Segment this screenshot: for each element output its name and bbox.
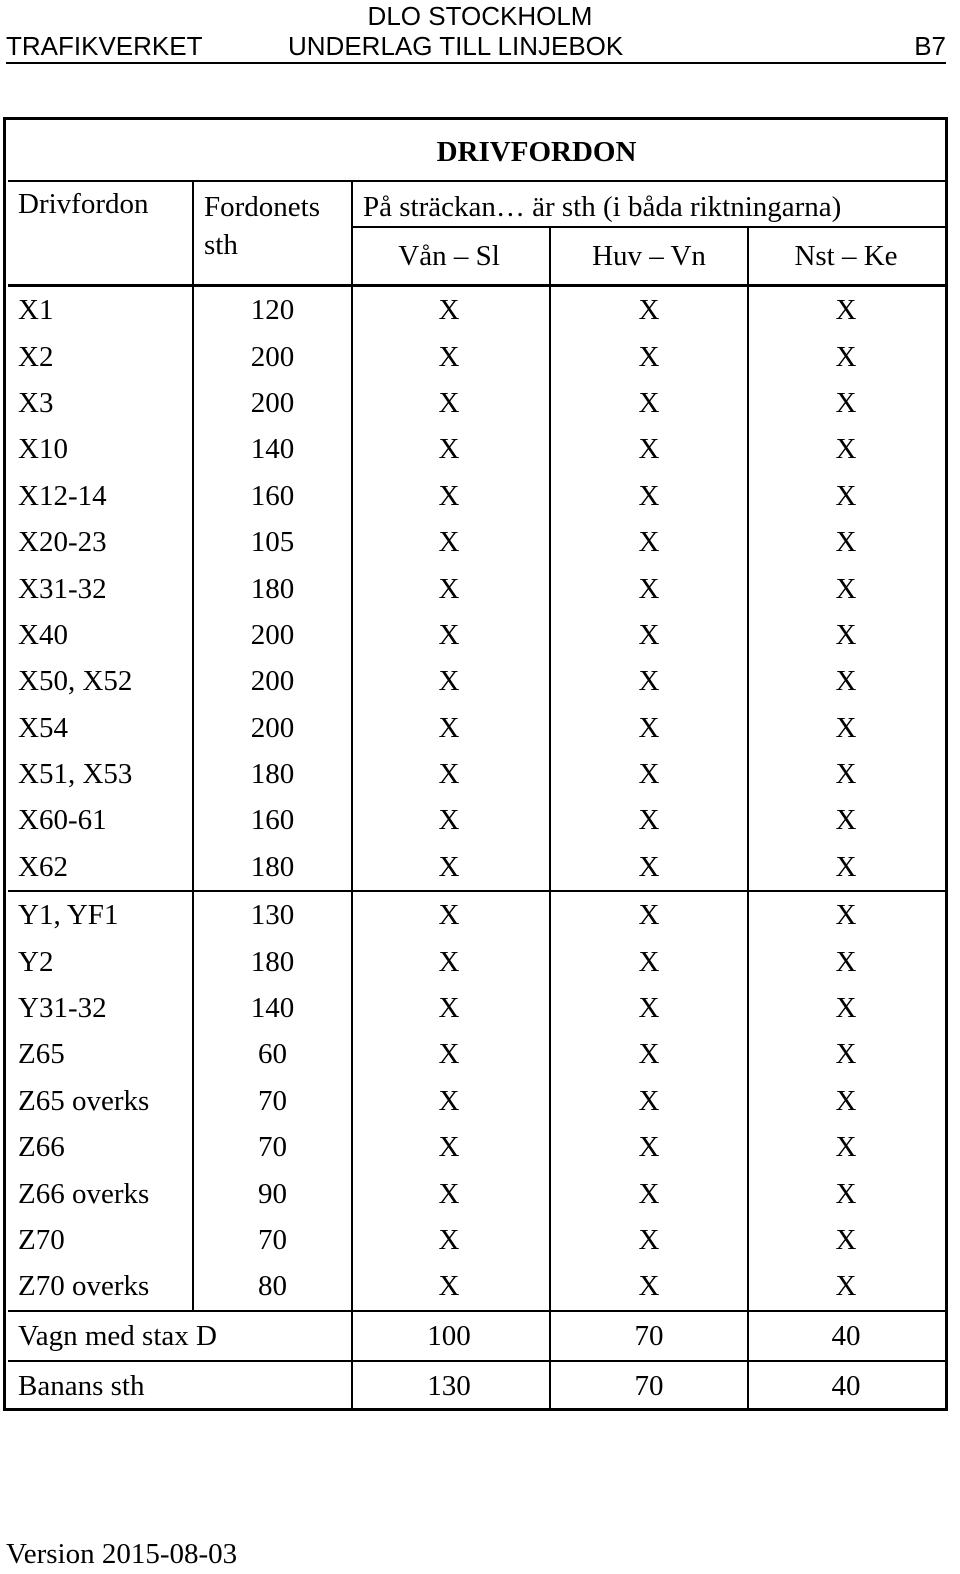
section-nst-ke-cell: X	[748, 286, 945, 334]
table-header-row	[8, 181, 945, 227]
speed-cell: 200	[193, 705, 352, 751]
section-van-sl-cell: X	[352, 891, 550, 938]
section-huv-vn-cell: X	[550, 473, 748, 519]
section-van-sl-cell: X	[352, 333, 550, 379]
vehicle-cell: X50, X52	[18, 665, 133, 698]
vehicle-cell: X12-14	[18, 479, 107, 512]
document-top-title: DLO STOCKHOLM	[367, 1, 593, 31]
footer-value-cell: 130	[352, 1361, 550, 1410]
vehicle-cell: Z66 overks	[18, 1177, 150, 1210]
section-huv-vn-cell: X	[550, 286, 748, 334]
section-nst-ke-cell: X	[748, 519, 945, 565]
vehicle-cell: Z70	[18, 1224, 65, 1256]
table-row	[8, 1078, 945, 1124]
section-van-sl-cell: X	[352, 797, 550, 843]
section-huv-vn-cell: X	[550, 565, 748, 611]
table-row	[8, 612, 945, 658]
section-nst-ke-cell: X	[748, 612, 945, 658]
vehicle-cell: X20-23	[18, 526, 107, 559]
section-nst-ke-cell: X	[748, 891, 945, 938]
table-row	[8, 380, 945, 426]
section-huv-vn-cell: X	[550, 751, 748, 797]
speed-cell: 180	[193, 938, 352, 984]
section-nst-ke-cell: X	[748, 1170, 945, 1216]
speed-cell: 80	[193, 1263, 352, 1310]
table-row	[8, 473, 945, 519]
section-huv-vn-cell: X	[550, 938, 748, 984]
vehicle-cell: Y1, YF1	[18, 899, 119, 932]
section-huv-vn-cell: X	[550, 985, 748, 1031]
section-van-sl-cell: X	[352, 519, 550, 565]
speed-cell: 180	[193, 844, 352, 891]
speed-cell: 90	[193, 1170, 352, 1216]
section-nst-ke-cell: X	[748, 797, 945, 843]
footer-value-cell: 40	[748, 1311, 945, 1361]
speed-cell: 200	[193, 380, 352, 426]
speed-cell: 120	[193, 286, 352, 334]
section-van-sl-cell: X	[352, 705, 550, 751]
vehicle-cell: X10	[18, 433, 68, 466]
section-huv-vn-cell: X	[550, 1078, 748, 1124]
speed-cell: 160	[193, 797, 352, 843]
section-nst-ke-cell: X	[748, 938, 945, 984]
section-nst-ke-cell: X	[748, 985, 945, 1031]
table-row	[8, 797, 945, 843]
footer-value-cell: 70	[550, 1311, 748, 1361]
section-van-sl-cell: X	[352, 658, 550, 704]
section-van-sl-cell: X	[352, 985, 550, 1031]
section-van-sl-cell: X	[352, 1031, 550, 1077]
section-van-sl-cell: X	[352, 938, 550, 984]
section-huv-vn-cell: X	[550, 426, 748, 472]
vehicle-cell: X2	[18, 340, 54, 373]
section-van-sl-cell: X	[352, 1078, 550, 1124]
section-nst-ke-cell: X	[748, 658, 945, 704]
speed-cell: 180	[193, 565, 352, 611]
vehicle-cell: X1	[18, 294, 54, 327]
speed-cell: 180	[193, 751, 352, 797]
vehicle-cell: Z65	[18, 1038, 65, 1071]
speed-cell: 200	[193, 658, 352, 704]
section-nst-ke-cell: X	[748, 473, 945, 519]
table-row	[8, 985, 945, 1031]
vehicle-cell: Y2	[18, 945, 54, 978]
speed-cell: 160	[193, 473, 352, 519]
table-title: DRIVFORDON	[8, 124, 945, 181]
section-van-sl-cell: X	[352, 473, 550, 519]
section-header-huv-vn: Huv – Vn	[550, 227, 748, 286]
document-header	[6, 30, 946, 64]
section-huv-vn-cell: X	[550, 705, 748, 751]
section-nst-ke-cell: X	[748, 1124, 945, 1170]
speed-cell: 70	[193, 1078, 352, 1124]
section-header-nst-ke: Nst – Ke	[748, 227, 945, 286]
table-row	[8, 519, 945, 565]
table-row	[8, 1031, 945, 1077]
section-huv-vn-cell: X	[550, 658, 748, 704]
footer-label: Vagn med stax D	[8, 1311, 352, 1361]
section-nst-ke-cell: X	[748, 705, 945, 751]
vehicle-cell: X60-61	[18, 804, 107, 837]
section-huv-vn-cell: X	[550, 891, 748, 938]
section-van-sl-cell: X	[352, 1263, 550, 1310]
vehicle-cell: Z66	[18, 1131, 65, 1164]
section-van-sl-cell: X	[352, 612, 550, 658]
section-huv-vn-cell: X	[550, 844, 748, 891]
version-label: Version 2015-08-03	[6, 1538, 238, 1570]
vehicle-cell: X51, X53	[18, 758, 133, 791]
vehicle-cell: X54	[18, 711, 68, 744]
section-nst-ke-cell: X	[748, 1263, 945, 1310]
table-row	[8, 426, 945, 472]
section-van-sl-cell: X	[352, 426, 550, 472]
table-row	[8, 891, 945, 938]
section-van-sl-cell: X	[352, 286, 550, 334]
table-row	[8, 1124, 945, 1170]
section-van-sl-cell: X	[352, 380, 550, 426]
vehicle-cell: Z70 overks	[18, 1270, 150, 1303]
section-nst-ke-cell: X	[748, 565, 945, 611]
section-huv-vn-cell: X	[550, 797, 748, 843]
section-van-sl-cell: X	[352, 751, 550, 797]
section-nst-ke-cell: X	[748, 1217, 945, 1263]
table-row	[8, 333, 945, 379]
speed-cell: 70	[193, 1217, 352, 1263]
footer-label: Banans sth	[8, 1361, 352, 1410]
section-huv-vn-cell: X	[550, 1170, 748, 1216]
vehicle-cell: X3	[18, 386, 54, 419]
section-huv-vn-cell: X	[550, 1124, 748, 1170]
section-van-sl-cell: X	[352, 1217, 550, 1263]
section-van-sl-cell: X	[352, 1124, 550, 1170]
table-title-row	[8, 124, 945, 181]
section-huv-vn-cell: X	[550, 380, 748, 426]
table-footer-row	[8, 1361, 945, 1410]
table-row	[8, 844, 945, 891]
table-row	[8, 751, 945, 797]
section-huv-vn-cell: X	[550, 1217, 748, 1263]
table-row	[8, 1217, 945, 1263]
section-nst-ke-cell: X	[748, 751, 945, 797]
footer-value-cell: 40	[748, 1361, 945, 1410]
section-nst-ke-cell: X	[748, 380, 945, 426]
section-huv-vn-cell: X	[550, 1263, 748, 1310]
section-nst-ke-cell: X	[748, 1031, 945, 1077]
section-header-van-sl: Vån – Sl	[352, 227, 550, 286]
header-page-code: B7	[914, 31, 946, 61]
vehicle-cell: Y31-32	[18, 992, 107, 1025]
column-header-vehicle: Drivfordon	[8, 181, 193, 286]
speed-cell: 140	[193, 985, 352, 1031]
table-row	[8, 658, 945, 704]
table-row	[8, 565, 945, 611]
vehicle-cell: X40	[18, 618, 68, 651]
speed-cell: 105	[193, 519, 352, 565]
header-organization: TRAFIKVERKET	[6, 31, 203, 61]
speed-cell: 130	[193, 891, 352, 938]
section-nst-ke-cell: X	[748, 426, 945, 472]
vehicle-speed-table	[8, 124, 945, 1410]
section-nst-ke-cell: X	[748, 1078, 945, 1124]
section-huv-vn-cell: X	[550, 612, 748, 658]
table-footer-row	[8, 1311, 945, 1361]
section-van-sl-cell: X	[352, 1170, 550, 1216]
table-row	[8, 705, 945, 751]
table-row	[8, 1170, 945, 1216]
table-row	[8, 938, 945, 984]
speed-cell: 200	[193, 612, 352, 658]
speed-cell: 200	[193, 333, 352, 379]
footer-value-cell: 70	[550, 1361, 748, 1410]
vehicle-cell: Z65 overks	[18, 1084, 150, 1117]
header-document-title: UNDERLAG TILL LINJEBOK	[288, 31, 624, 61]
section-van-sl-cell: X	[352, 565, 550, 611]
section-van-sl-cell: X	[352, 844, 550, 891]
section-huv-vn-cell: X	[550, 1031, 748, 1077]
column-header-stretch: På sträckan… är sth (i båda riktningarna)	[352, 181, 945, 227]
speed-cell: 60	[193, 1031, 352, 1077]
speed-cell: 140	[193, 426, 352, 472]
column-header-speed: Fordonets sth	[193, 181, 352, 286]
speed-cell: 70	[193, 1124, 352, 1170]
footer-value-cell: 100	[352, 1311, 550, 1361]
table-row	[8, 1263, 945, 1310]
section-nst-ke-cell: X	[748, 844, 945, 891]
section-nst-ke-cell: X	[748, 333, 945, 379]
table-row	[8, 286, 945, 334]
vehicle-cell: X31-32	[18, 572, 107, 605]
section-huv-vn-cell: X	[550, 333, 748, 379]
section-huv-vn-cell: X	[550, 519, 748, 565]
vehicle-cell: X62	[8, 844, 193, 891]
